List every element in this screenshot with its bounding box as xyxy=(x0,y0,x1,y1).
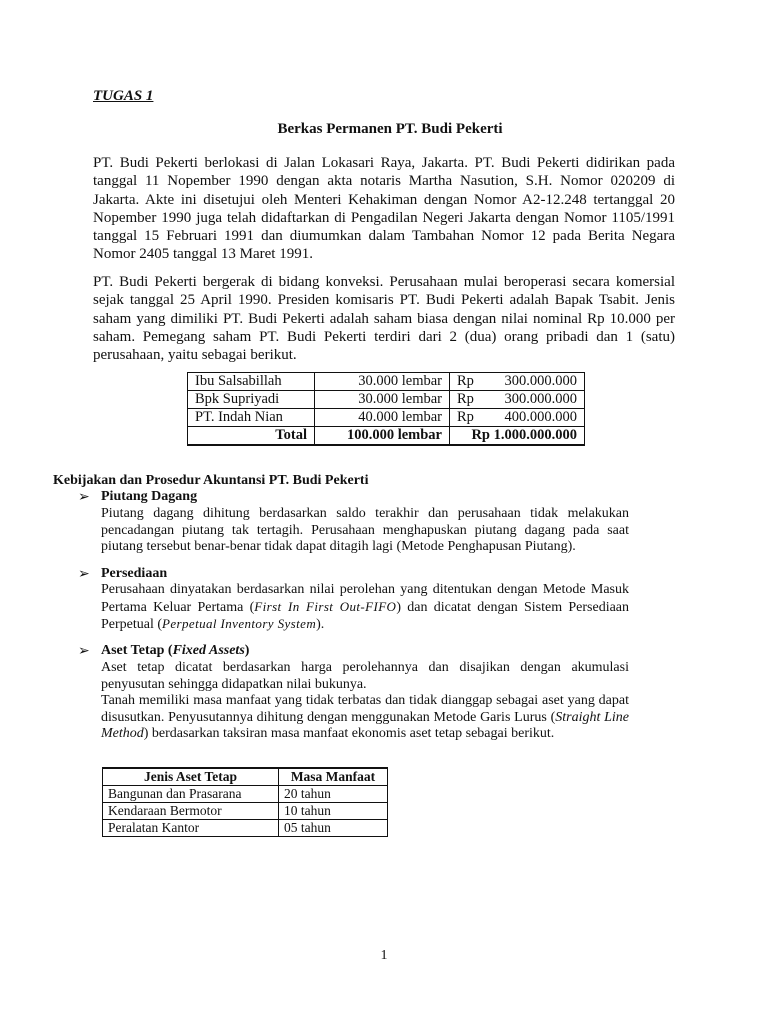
shareholder-name: Bpk Supriyadi xyxy=(188,391,315,409)
table-row xyxy=(103,803,388,820)
table-row xyxy=(103,820,388,837)
currency-label: Rp xyxy=(457,409,474,425)
total-row xyxy=(188,427,585,446)
table-row xyxy=(188,409,585,427)
aset-body-paragraph-1: Aset tetap dicatat berdasarkan harga perolehannya dan disajikan dengan akumulasi penyusutan sehingga didapatkan nilai bukunya. xyxy=(101,660,629,692)
useful-life: 05 tahun xyxy=(279,820,388,837)
aset-body xyxy=(101,660,629,743)
policy-heading: Kebijakan dan Prosedur Akuntansi PT. Budi Pekerti xyxy=(53,473,369,488)
shareholder-amount: 400.000.000 xyxy=(504,409,577,425)
table-header-row xyxy=(103,768,388,786)
table-row xyxy=(188,391,585,409)
asset-table xyxy=(102,767,388,837)
shareholder-shares: 30.000 lembar xyxy=(315,373,450,391)
shareholder-amount: 300.000.000 xyxy=(504,373,577,389)
shareholder-name: PT. Indah Nian xyxy=(188,409,315,427)
total-label: Total xyxy=(188,427,315,446)
column-header: Jenis Aset Tetap xyxy=(103,768,279,786)
total-shares: 100.000 lembar xyxy=(315,427,450,446)
table-row xyxy=(103,786,388,803)
aset-body-paragraph-2: Tanah memiliki masa manfaat yang tidak terbatas dan tidak dianggap sebagai aset yang dapat disusutkan. Penyusutannya dihitung dengan menggunakan Metode Garis Lurus (Straight Line Method) berdasarkan taksiran masa manfaat ekonomis aset tetap sebagai berikut. xyxy=(101,693,629,741)
total-amount: Rp 1.000.000.000 xyxy=(450,427,585,446)
shareholder-shares: 30.000 lembar xyxy=(315,391,450,409)
page-number: 1 xyxy=(380,948,388,963)
aset-title: Aset Tetap (Fixed Assets) xyxy=(101,643,250,658)
asset-type: Kendaraan Bermotor xyxy=(103,803,279,820)
currency-label: Rp xyxy=(457,391,474,407)
piutang-body: Piutang dagang dihitung berdasarkan saldo terakhir dan perusahaan tidak melakukan pencadangan piutang tak tertagih. Perusahaan menghapuskan piutang dagang pada saat piutang tersebut benar-benar tidak dapat ditagih lagi (Metode Penghapusan Piutang). xyxy=(101,506,629,554)
table-row xyxy=(188,373,585,391)
intro-paragraph-1: PT. Budi Pekerti berlokasi di Jalan Lokasari Raya, Jakarta. PT. Budi Pekerti didirikan pada tanggal 11 Nopember 1990 dengan akta notaris Martha Nasution, S.H. Nomor 020209 di Jakarta. Akte ini disetujui oleh Menteri Kehakiman dengan Nomor A2-12.248 tertanggal 20 Nopember 1990 juga telah didaftarkan di Pengadilan Negeri Jakarta dengan Nomor 1105/1991 tanggal 15 Februari 1991 dan diumumkan dalam Tambahan Nomor 12 pada Berita Negara Nomor 2405 tanggal 13 Maret 1991. xyxy=(93,155,675,263)
persediaan-body: Perusahaan dinyatakan berdasarkan nilai perolehan yang ditentukan dengan Metode Masuk Pertama Keluar Pertama (First In First Out-FIFO) dan dicatat dengan Sistem Persediaan Perpetual (Perpetual Inventory System). xyxy=(101,582,630,632)
intro-paragraph-2: PT. Budi Pekerti bergerak di bidang konveksi. Perusahaan mulai beroperasi secara komersial sejak tanggal 25 April 1990. Presiden komisaris PT. Budi Pekerti adalah Bapak Tsabit. Jenis saham yang dimiliki PT. Budi Pekerti adalah saham biasa dengan nilai nominal Rp 10.000 per saham. Pemegang saham PT. Budi Pekerti terdiri dari 2 (dua) orang pribadi dan 1 (satu) perusahaan, yaitu sebagai berikut. xyxy=(93,274,675,364)
arrow-bullet-icon: ➢ xyxy=(78,490,90,505)
arrow-bullet-icon: ➢ xyxy=(78,567,90,582)
asset-type: Bangunan dan Prasarana xyxy=(103,786,279,803)
currency-label: Rp xyxy=(457,373,474,389)
shareholder-table xyxy=(187,372,585,446)
shareholder-name: Ibu Salsabillah xyxy=(188,373,315,391)
piutang-title: Piutang Dagang xyxy=(101,489,198,504)
page-title: Berkas Permanen PT. Budi Pekerti xyxy=(277,121,503,137)
useful-life: 10 tahun xyxy=(279,803,388,820)
column-header: Masa Manfaat xyxy=(279,768,388,786)
assignment-label: TUGAS 1 xyxy=(93,88,154,104)
useful-life: 20 tahun xyxy=(279,786,388,803)
arrow-bullet-icon: ➢ xyxy=(78,644,90,659)
shareholder-amount: 300.000.000 xyxy=(504,391,577,407)
persediaan-title: Persediaan xyxy=(101,566,168,581)
asset-type: Peralatan Kantor xyxy=(103,820,279,837)
shareholder-shares: 40.000 lembar xyxy=(315,409,450,427)
